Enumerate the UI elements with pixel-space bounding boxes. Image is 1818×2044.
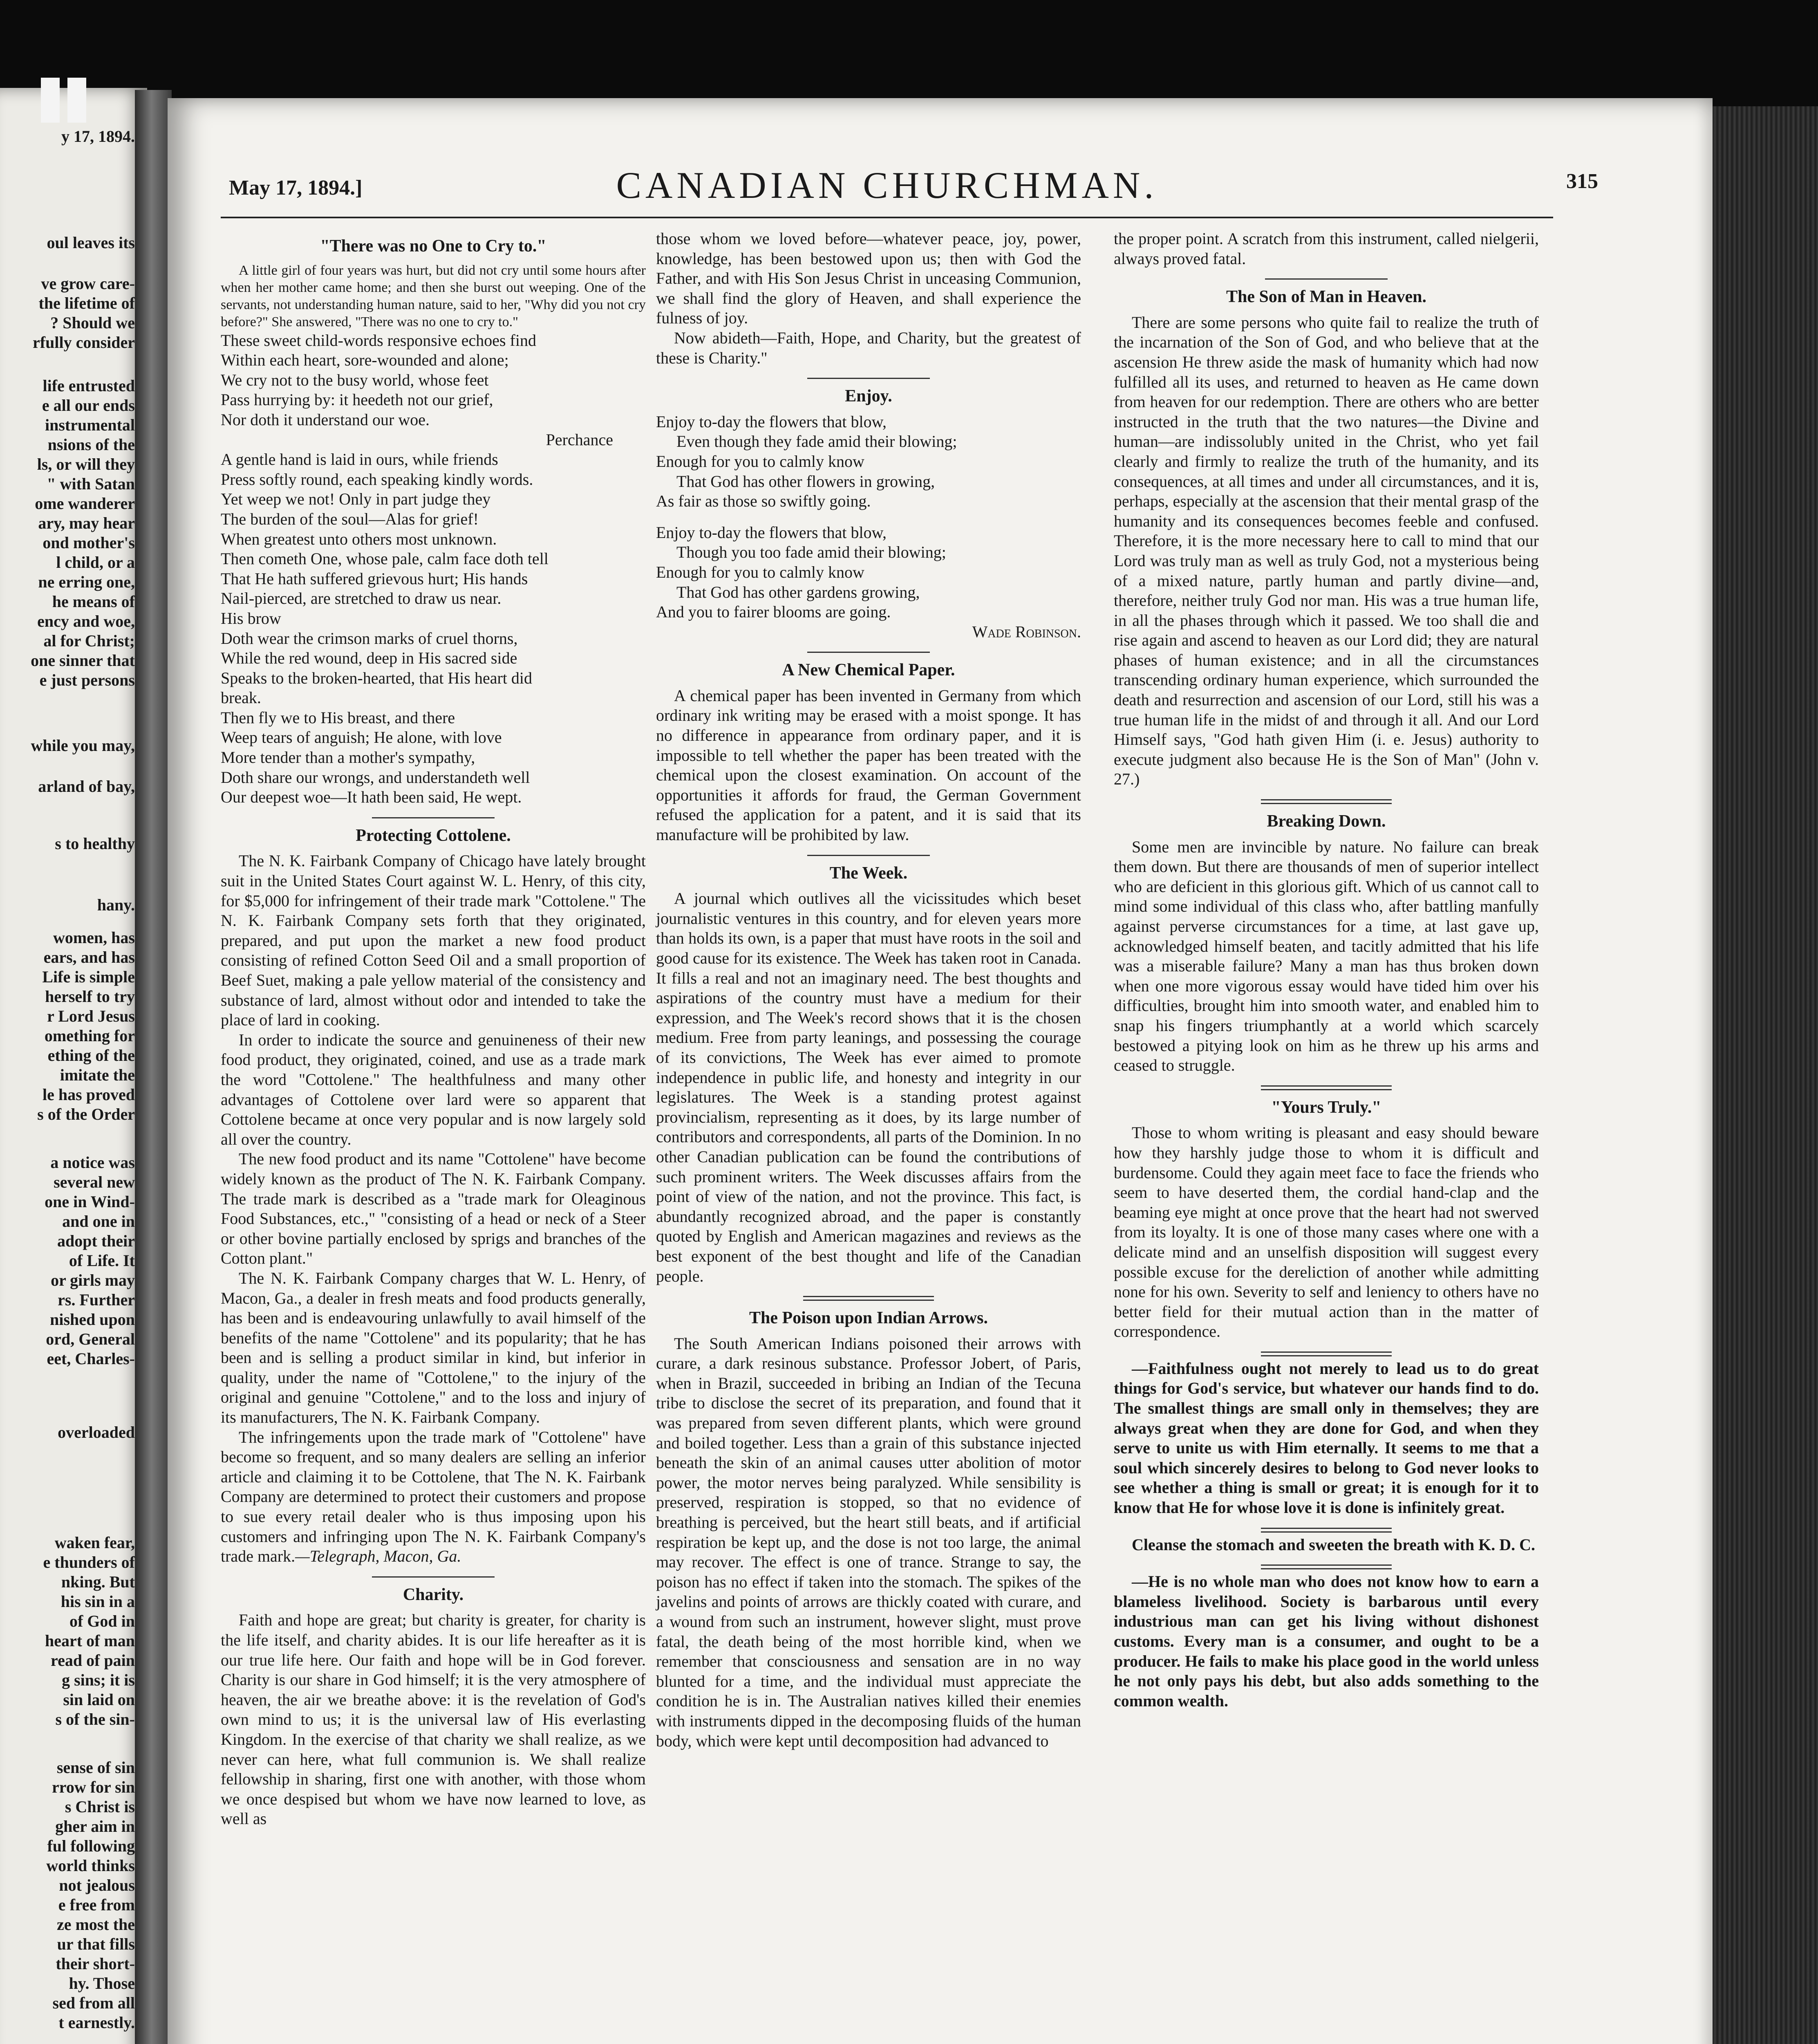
charity-cont-p2: Now abideth—Faith, Hope, and Charity, but the greatest of these is Charity.": [656, 328, 1081, 367]
enjoy-stanza-1: [656, 412, 1081, 511]
poem-line: Though you too fade amid their blowing;: [676, 543, 946, 562]
left-page-line: e thunders of: [43, 1553, 135, 1571]
left-page-edge: [0, 88, 147, 2044]
section-rule: [1261, 1564, 1392, 1569]
cottolene-p5: [221, 1428, 646, 1567]
son-p1: There are some persons who quite fail to realize the truth of the incarnation of the Son of God, and who believe that at the ascension He threw aside the mask of humanity which had now fulfilled all its uses, and returned to heaven as He came down from heaven for our redemption. There are others who are better instructed in the truth that the two natures—the Divine and human—are indissolubly united in the Christ, who yet fail clearly and firmly to realize the truth of the humanity, and its consequences, at all times and under all circumstances, and it is, perhaps, especially at the ascension that their mental grasp of the humanity and its consequences becomes feeble and confused. Therefore, it is the more necessary here to call to mind that our Lord was truly man as well as truly God, not a mysterious being of a mixed nature, partly human and partly divine—and, therefore, neither truly God nor man. His was a true human life, in all the phases through which it passed. We too shall die and rise again and ascend to heaven as our Lord did; they are natural phases of human existence; and in all the circumstances transcending ordinary human experience, which surrounded the death and resurrection and ascension of our Lord, still his was a true human life in the midst of and through it all. And our Lord Himself says, "God hath given Him (i. e. Jesus) authority to execute judgment also because He is the Son of Man" (John v. 27.): [1114, 313, 1539, 789]
left-page-line: s of the Order: [37, 1105, 135, 1123]
poem-line: Enjoy to-day the flowers that blow,: [656, 523, 887, 542]
poem-line: And you to fairer blooms are going.: [656, 603, 891, 621]
left-page-line: heart of man: [45, 1632, 135, 1650]
left-page-line: overloaded: [58, 1423, 135, 1441]
book-gutter: [135, 90, 172, 2044]
left-page-line: ne erring one,: [38, 573, 135, 591]
header-date: May 17, 1894.]: [229, 176, 363, 199]
poem-line: Then cometh One, whose pale, calm face doth tell: [221, 549, 549, 568]
left-page-line: ful following: [47, 1837, 135, 1855]
section-rule: [1261, 1528, 1392, 1533]
cry-stanza-1: [221, 331, 646, 430]
poem-line: Pass hurrying by: it heedeth not our grief,: [221, 390, 493, 409]
film-marker-top-b: [67, 78, 86, 123]
poem-line: Enjoy to-day the flowers that blow,: [656, 412, 887, 431]
poison-p1: The South American Indians poisoned their arrows with curare, a dark resinous substance. Professor Jobert, of Paris, when in Brazil, succeeded in bribing an Indian of the Tecuna tribe to disclose the secret of its preparation, and found that it was prepared from seven different plants, which were ground and boiled together. Less than a grain of this substance injected beneath the skin of an animal causes utter abolition of motor power, the motor nerves being paralyzed. While sensibility is preserved, respiration is stopped, so that no evidence of breathing is perceived, but the heart still beats, and if artificial respiration be kept up, and the dose is not too large, the animal may recover. The effect is one of trance. Strange to say, the poison has no effect if taken into the stomach. The spikes of the javelins and points of arrows are thickly coated with curare, and a wound from such an instrument, however slight, must prove fatal, the death being of the most horrible kind, when we remember that consciousness and sensation are in no way blunted for a time, and the individual must appreciate the condition he is in. The Australian natives killed their enemies with instruments dipped in the decomposing fluids of the human body, which were kept until decomposition had advanced to: [656, 1334, 1081, 1750]
poem-line: break.: [221, 688, 261, 707]
left-page-line: he means of: [52, 592, 135, 611]
poem-line: Press softly round, each speaking kindly words.: [221, 470, 533, 489]
enjoy-heading: Enjoy.: [845, 387, 892, 406]
left-page-line: ency and woe,: [37, 612, 135, 630]
left-page-line: ome wanderer: [35, 494, 135, 513]
left-page-line: le has proved: [43, 1085, 135, 1104]
left-page-line: ears, and has: [43, 948, 135, 966]
faithfulness-paragraph: —Faithfulness ought not merely to lead us to do great things for God's service, but whatever our hands find to do. The smallest things are small only in themselves; they are always great when they are done for God, and when they serve to unite us with Him eternally. It seems to me that a soul which sincerely desires to belong to God never looks to see whether a thing is small or great; it is enough for it to know that He for whose love it is done is infinitely great.: [1114, 1359, 1539, 1517]
left-page-line: e just persons: [39, 671, 135, 689]
left-page-line: of God in: [69, 1612, 135, 1630]
left-page-line: Life is simple: [42, 968, 135, 986]
page-stack-edge: [1713, 106, 1818, 2044]
section-rule: [803, 1296, 934, 1301]
poem-line: The burden of the soul—Alas for grief!: [221, 509, 479, 528]
left-page-line: s Christ is: [65, 1797, 135, 1816]
enjoy-author: Wade Robinson.: [972, 622, 1081, 641]
left-page-line: gher aim in: [55, 1817, 135, 1836]
section-rule: [1261, 799, 1392, 804]
left-page-line: a notice was: [50, 1153, 135, 1172]
left-page-line: one sinner that: [31, 651, 135, 670]
section-rule: [807, 855, 930, 856]
left-page-line: g sins; it is: [62, 1671, 135, 1689]
paper-p1: A chemical paper has been invented in Germany from which ordinary ink writing may be erased with a moist sponge. It has no difference in appearance from ordinary paper, and it is impossible to tell whether the paper has been treated with the chemical upon the closest examination. On account of the opportunities it affords for fraud, the German Government refused the application for a patent, and it is said that its manufacture will be prohibited by law.: [656, 686, 1081, 844]
left-page-line: ? Should we: [50, 314, 135, 332]
left-page-line: nished upon: [50, 1310, 135, 1329]
left-page-line: eet, Charles-: [47, 1349, 135, 1368]
poem-line: As fair as those so swiftly going.: [656, 492, 871, 511]
left-page-line: one in Wind-: [45, 1192, 135, 1211]
week-p1: A journal which outlives all the vicissitudes which beset journalistic ventures in this country, and for eleven years more than holds its own, is a paper that must have roots in the soil and good cause for its existence. The Week has taken root in Canada. It fills a real and not an imaginary need. The best thoughts and aspirations of the country must have a medium for their expression, and The Week's record shows that it is the chosen medium. Free from party leanings, and possessing the courage of its convictions, The Week has ever aimed to promote independence in public life, and honesty and integrity in our legislatures. The Week is a standing protest against provincialism, representing as it does, by its large number of contributors and correspondents, all parts of the Dominion. In no other Canadian publication can be found the contributions of such prominent writers. The Week discusses affairs from the point of view of the nation, and not the province. This fact, is abundantly recognized abroad, and the paper is constantly quoted by English and American magazines and reviews as the best exponent of the best thought and life of the Canadian people.: [656, 889, 1081, 1285]
left-page-line: nsions of the: [47, 435, 135, 454]
breaking-p1: Some men are invincible by nature. No failure can break them down. But there are thousands of men of superior intellect who are deficient in this glorious gift. Which of us cannot call to mind some individual of this class who, after battling manfully against perverse circumstances for a time, at last gave up, acknowledged himself beaten, and tacitly admitted that his life was a miserable failure? Many a man has thus broken down when one more vigorous essay would have tided him over his difficulties, brought him into smooth water, and enabled him to snap his fingers triumphantly at a world which scarcely bestowed a pitying look on him as he threw up his arms and ceased to struggle.: [1114, 837, 1539, 1075]
left-page-line: while you may,: [31, 736, 135, 755]
section-rule: [372, 817, 495, 818]
cottolene-p2: In order to indicate the source and genuineness of their new food product, they originated, coined, and use as a trade mark the word "Cottolene." The healthfulness and many other advantages of Cottolene over lard were so apparent that Cottolene became at once very popular and is now largely sold all over the country.: [221, 1030, 646, 1148]
left-page-line: rs. Further: [58, 1291, 135, 1309]
charity-heading: Charity.: [403, 1585, 464, 1604]
left-page-line: ze most the: [56, 1915, 135, 1934]
enjoy-stanza-2: [656, 523, 1081, 622]
left-page-line: s of the sin-: [55, 1710, 135, 1728]
poem-line: More tender than a mother's sympathy,: [221, 748, 475, 767]
poem-line: When greatest unto others most unknown.: [221, 529, 497, 548]
cottolene-source: —Telegraph, Macon, Ga.: [295, 1547, 461, 1566]
left-page-line: instrumental: [45, 416, 135, 434]
header-rule: [221, 217, 1553, 218]
son-heading: The Son of Man in Heaven.: [1226, 287, 1427, 307]
poem-line: While the red wound, deep in His sacred side: [221, 649, 517, 668]
left-page-line: r Lord Jesus: [47, 1007, 135, 1025]
left-page-line: ary, may hear: [38, 514, 135, 532]
left-page-line: herself to try: [45, 987, 135, 1006]
charity-cont-p1: those whom we loved before—whatever peace, joy, power, knowledge, has been bestowed upon us; then with God the Father, and with His Son Jesus Christ in unceasing Communion, we shall find the glory of Heaven, and shall experience the fulness of joy.: [656, 229, 1081, 327]
charity-p1: Faith and hope are great; but charity is greater, for charity is the life itself, and charity abides. It is our life hereafter as it is our true life here. Our faith and hope will be in God forever. Charity is our share in God himself; it is the very atmosphere of heaven, the air we breathe above: it is the revelation of God's own mind to us; it is the universal law of His everlasting Kingdom. In the exercise of that charity we shall realize, as we never can here, what full communion is. We shall realize fellowship in sharing, first one with another, with those whom we once despised but whom we have now learned to love, as well as: [221, 1611, 646, 1828]
cottolene-p1: The N. K. Fairbank Company of Chicago have lately brought suit in the United States Court against W. L. Henry, of this city, for $5,000 for infringement of their trade mark "Cottolene." The N. K. Fairbank Company sets forth that they originated, prepared, and put upon the market a new food product consisting of refined Cotton Seed Oil and a small proportion of Beef Suet, making a pale yellow material of the consistency and substance of lard, almost without odor and intended to take the place of lard in cooking.: [221, 852, 646, 1029]
poem-line: That He hath suffered grievous hurt; His hands: [221, 569, 528, 588]
poem-line: His brow: [221, 609, 281, 628]
poem-line: Doth share our wrongs, and understandeth well: [221, 768, 530, 787]
left-page-line: rfully consider: [33, 333, 135, 352]
left-page-line: e all our ends: [42, 396, 135, 415]
left-page-line: waken fear,: [54, 1533, 135, 1552]
poem-line: Weep tears of anguish; He alone, with love: [221, 728, 502, 747]
poem-line: Speaks to the broken-hearted, that His heart did: [221, 668, 532, 687]
left-page-line: sed from all: [52, 1994, 135, 2012]
cleanse-ad: Cleanse the stomach and sweeten the breath with K. D. C.: [1132, 1535, 1535, 1554]
left-page-line: or girls may: [51, 1271, 135, 1289]
cry-perchance: Perchance: [546, 430, 613, 449]
left-page-line: life entrusted: [43, 377, 135, 395]
cry-intro: A little girl of four years was hurt, but did not cry until some hours after when her mother came home; and then she burst out weeping. One of the servants, not understanding human nature, said to her, "Why did you not cry before?" She answered, "There was no one to cry to.": [221, 262, 646, 329]
left-page-line: rrow for sin: [52, 1778, 135, 1796]
poem-line: Yet weep we not! Only in part judge they: [221, 490, 491, 509]
left-page-line: l child, or a: [56, 553, 135, 572]
left-page-line: sin laid on: [63, 1690, 135, 1709]
poem-line: These sweet child-words responsive echoes find: [221, 331, 536, 350]
poem-line: We cry not to the busy world, whose feet: [221, 370, 489, 389]
cry-heading: "There was no One to Cry to.": [320, 237, 546, 256]
column-2: [656, 229, 1081, 1751]
left-page-line: their short-: [56, 1954, 135, 1973]
section-rule: [807, 378, 930, 379]
left-page-line: " with Satan: [47, 475, 135, 493]
left-page-line: y 17, 1894.: [61, 127, 135, 146]
left-page-line: hany.: [97, 896, 135, 914]
cottolene-heading: Protecting Cottolene.: [356, 826, 511, 845]
section-rule: [1261, 1085, 1392, 1090]
left-page-line: read of pain: [51, 1651, 135, 1670]
poem-line: Doth wear the crimson marks of cruel thorns,: [221, 629, 518, 648]
page-number: 315: [1566, 170, 1598, 193]
poem-line: Nail-pierced, are stretched to draw us near.: [221, 589, 502, 608]
column-3: [1114, 229, 1539, 1711]
poem-line: That God has other flowers in growing,: [676, 472, 935, 491]
left-page-line: and one in: [62, 1212, 135, 1230]
section-rule: [1265, 278, 1388, 280]
left-page-line: e free from: [58, 1896, 135, 1914]
left-page-line: world thinks: [46, 1856, 135, 1875]
left-page-line: ls, or will they: [37, 455, 135, 473]
left-page-line: nking. But: [61, 1573, 135, 1591]
poem-line: Enough for you to calmly know: [656, 563, 864, 581]
poem-line: Within each heart, sore-wounded and alone;: [221, 351, 509, 370]
page-header: [213, 164, 1598, 208]
poison-cont: the proper point. A scratch from this instrument, called nielgerii, always proved fatal.: [1114, 229, 1539, 268]
poem-line: Even though they fade amid their blowing;: [676, 432, 957, 451]
paper-heading: A New Chemical Paper.: [782, 661, 955, 680]
poison-heading: The Poison upon Indian Arrows.: [749, 1309, 988, 1328]
whole-man-paragraph: —He is no whole man who does not know how to earn a blameless livelihood. Society is barbarous until every industrious man can get his living without dishonest customs. Every man is a consumer, and ought to be a producer. He fails to make his place good in the world unless he not only pays his debt, but also adds something to the common wealth.: [1114, 1572, 1539, 1710]
poem-line: Enough for you to calmly know: [656, 452, 864, 471]
left-page-line: sense of sin: [56, 1758, 135, 1777]
left-page-line: s to healthy: [55, 834, 135, 853]
left-page-line: t earnestly.: [58, 2013, 135, 2032]
left-page-line: ething of the: [47, 1046, 135, 1065]
film-marker-top-a: [41, 78, 60, 123]
cottolene-p4: The N. K. Fairbank Company charges that W. L. Henry, of Macon, Ga., a dealer in fresh meats and food products generally, has been and is endeavouring unlawfully to avail himself of the benefits of the name "Cottolene" and its popularity; that he has been and is selling a product similar in kind, but inferior in quality, under the name of "Cottolene," to the injury of the original and genuine "Cottolene," and to the loss and injury of its manufacturers, The N. K. Fairbank Company.: [221, 1269, 646, 1427]
breaking-heading: Breaking Down.: [1267, 812, 1386, 831]
left-page-line: of Life. It: [69, 1251, 135, 1270]
left-page-line: ond mother's: [43, 533, 135, 552]
section-rule: [807, 652, 930, 653]
column-1: [221, 229, 646, 1829]
yours-p1: Those to whom writing is pleasant and easy should beware how they harshly judge those to whom it is difficult and burdensome. Could they again meet face to face the friends who seem to have deserted them, the cordial hand-clap and the beaming eye might at once prove that the heart had not swerved from its loyalty. It is one of those many cases where one with a delicate mind and an unselfish disposition will suggest every possible excuse for the dereliction of another while admitting none for his own. Severity to self and leniency to others have no better field for their mutual action than in the matter of correspondence.: [1114, 1123, 1539, 1341]
left-page-line: al for Christ;: [43, 632, 135, 650]
left-page-line: adopt their: [57, 1232, 135, 1250]
left-page-line: omething for: [44, 1026, 135, 1045]
week-heading: The Week.: [829, 863, 908, 883]
cottolene-p5-text: The infringements upon the trade mark of "Cottolene" have become so frequent, and so many dealers are selling an inferior article and claiming it to be Cottolene, that The N. K. Fairbank Company are determined to protect their customers and propose to sue every retail dealer who is thus imposing upon his customers and infringing upon The N. K. Fairbank Company's trade mark.: [221, 1428, 646, 1566]
cottolene-p3: The new food product and its name "Cottolene" have become widely known as the product of The N. K. Fairbank Company. The trade mark is described as a "trade mark for Oleaginous Food Substances, etc.," "consisting of a head or neck of a Steer or other bovine partially enclosed by sprigs and branches of the Cotton plant.": [221, 1150, 646, 1268]
poem-line: That God has other gardens growing,: [676, 583, 920, 601]
left-page-line: imitate the: [60, 1066, 135, 1084]
poem-line: Then fly we to His breast, and there: [221, 708, 455, 727]
left-page-line: arland of bay,: [38, 777, 135, 796]
left-page-line: several new: [54, 1173, 135, 1191]
poem-line: Nor doth it understand our woe.: [221, 410, 430, 429]
left-page-line: oul leaves its: [47, 233, 135, 252]
left-page-line: his sin in a: [60, 1592, 135, 1611]
left-page-line: ord, General: [46, 1330, 135, 1348]
yours-heading: "Yours Truly.": [1271, 1098, 1381, 1117]
poem-line: A gentle hand is laid in ours, while friends: [221, 450, 498, 469]
poem-line: Our deepest woe—It hath been said, He wept.: [221, 788, 522, 807]
left-page-line: the lifetime of: [38, 294, 135, 312]
section-rule: [372, 1576, 495, 1578]
left-page-line: ur that fills: [57, 1935, 135, 1953]
left-page-line: ve grow care-: [41, 274, 135, 293]
left-page-line: hy. Those: [69, 1974, 135, 1992]
left-page-line: not jealous: [59, 1876, 135, 1894]
section-rule: [1261, 1351, 1392, 1356]
cry-stanza-2: [221, 450, 646, 807]
masthead-title: CANADIAN CHURCHMAN.: [616, 164, 1158, 206]
left-page-line: women, has: [53, 928, 135, 947]
